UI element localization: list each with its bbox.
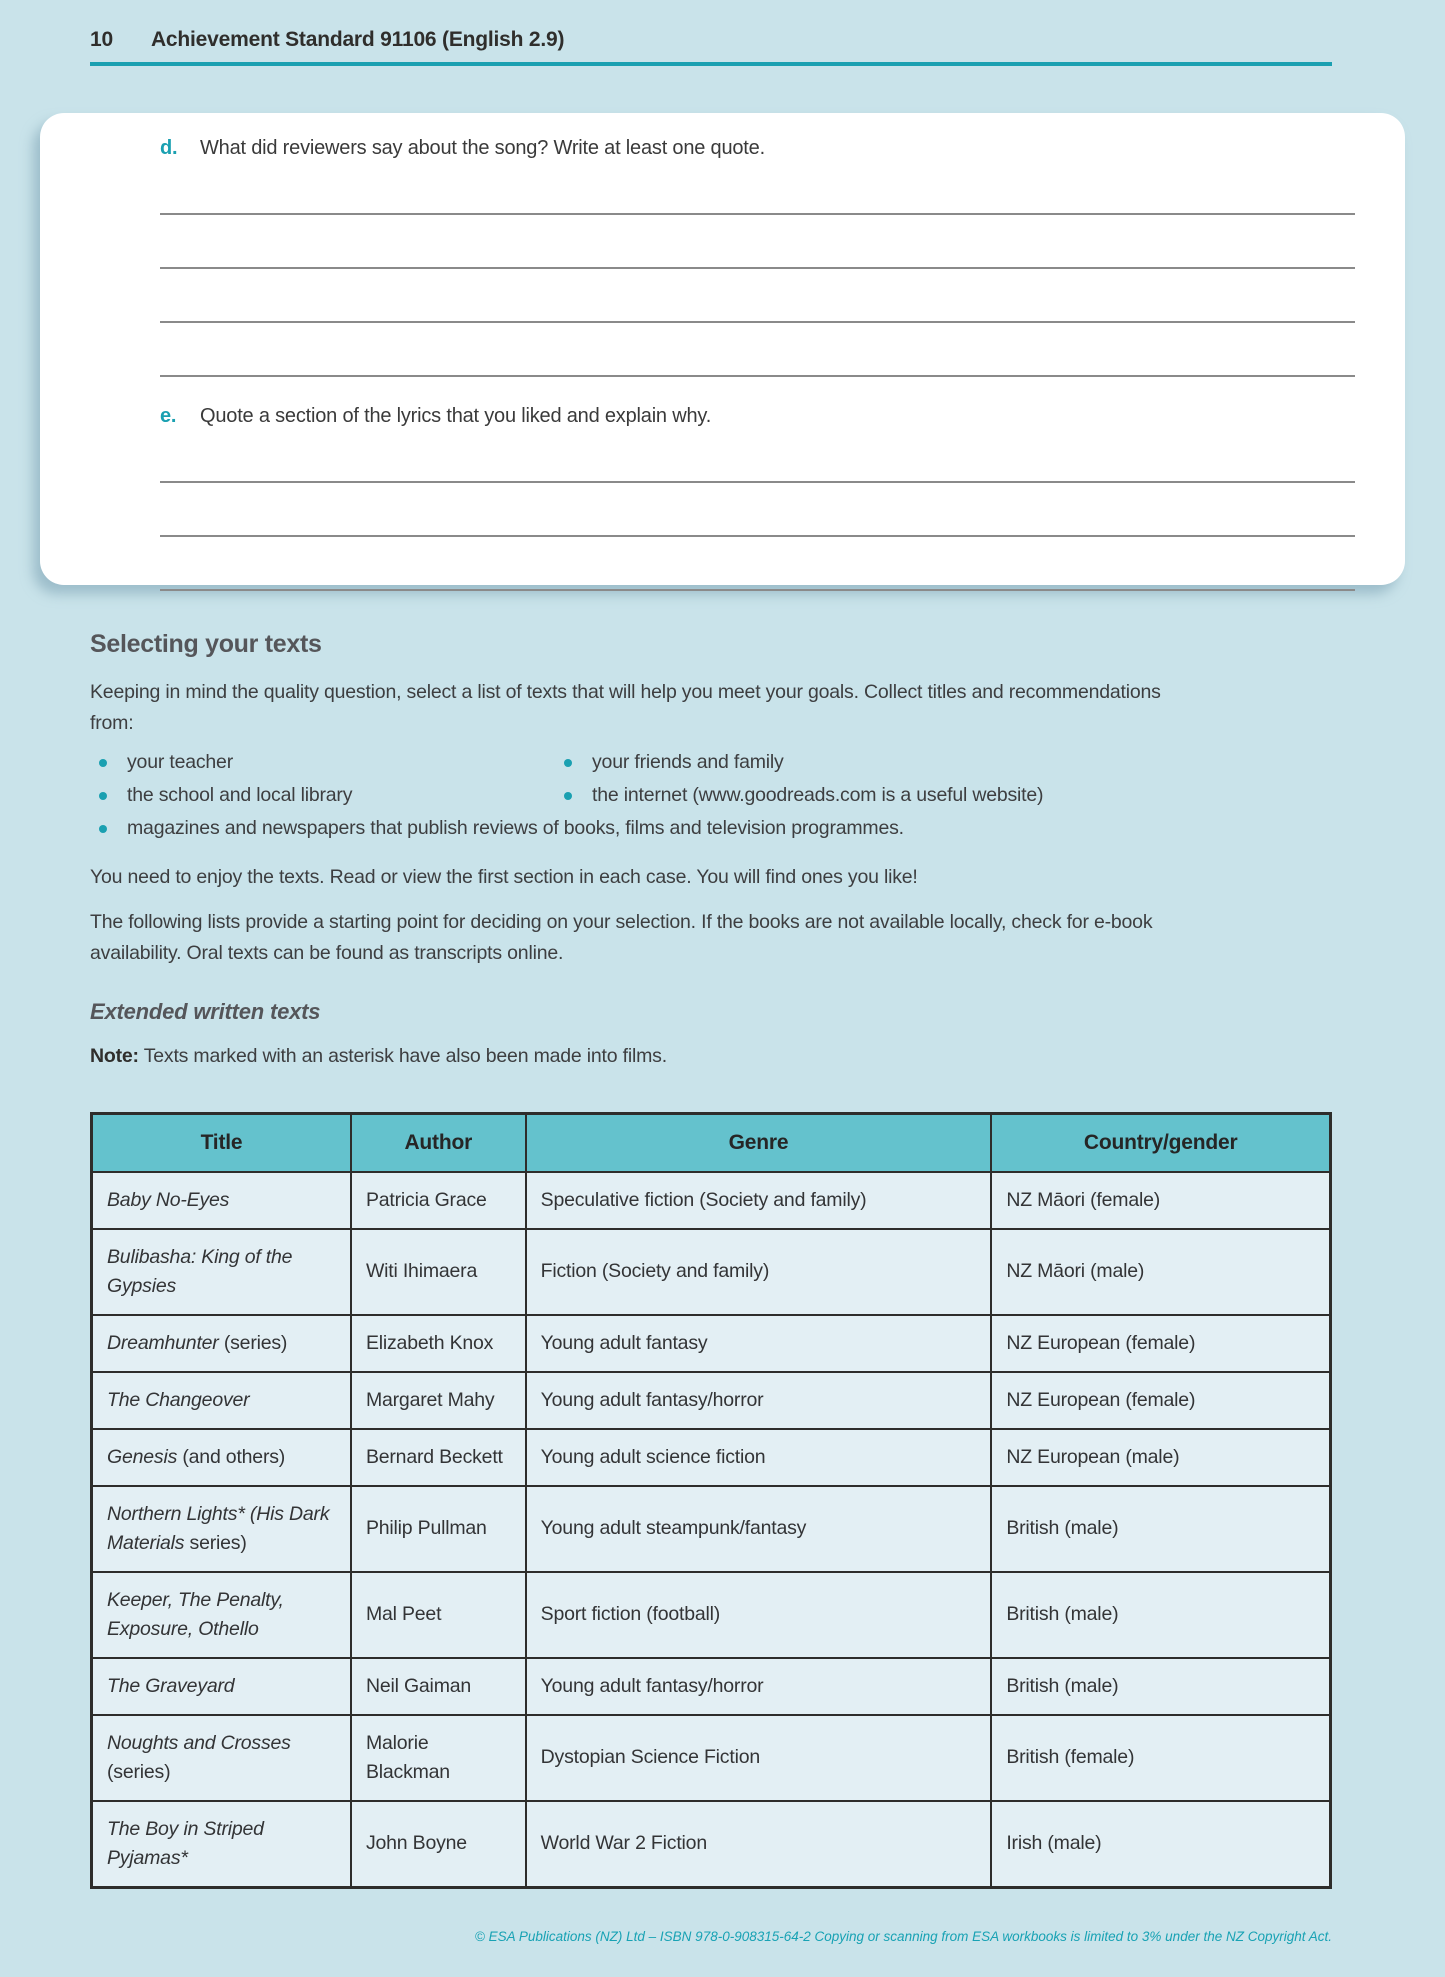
bullet-item bbox=[90, 780, 555, 811]
cell-country: British (male) bbox=[991, 1486, 1330, 1572]
note-line bbox=[90, 1041, 1332, 1072]
table-header-cell: Author bbox=[351, 1114, 526, 1172]
cell-title: Genesis (and others) bbox=[92, 1429, 351, 1486]
bullet-text: magazines and newspapers that publish reviews of books, films and television programmes. bbox=[127, 817, 904, 839]
extended-texts-table bbox=[90, 1112, 1332, 1889]
answer-line[interactable] bbox=[160, 323, 1355, 377]
bullet-text: your friends and family bbox=[592, 751, 784, 773]
cell-author: Margaret Mahy bbox=[351, 1372, 526, 1429]
cell-author: Philip Pullman bbox=[351, 1486, 526, 1572]
table-row bbox=[92, 1372, 1331, 1429]
cell-country: NZ European (female) bbox=[991, 1372, 1330, 1429]
cell-author: Elizabeth Knox bbox=[351, 1315, 526, 1372]
answer-line[interactable] bbox=[160, 537, 1355, 591]
bullet-row bbox=[90, 780, 1332, 811]
answer-line[interactable] bbox=[160, 161, 1355, 215]
question-label: e. bbox=[160, 405, 177, 427]
question-text: Quote a section of the lyrics that you liked and explain why. bbox=[200, 405, 712, 427]
cell-genre: Young adult fantasy bbox=[526, 1315, 992, 1372]
table-row bbox=[92, 1801, 1331, 1888]
cell-title: The Graveyard bbox=[92, 1658, 351, 1715]
bullet-item bbox=[90, 813, 904, 844]
bullet-item bbox=[90, 747, 555, 778]
table-header-cell: Genre bbox=[526, 1114, 992, 1172]
page-header bbox=[90, 28, 564, 52]
main-content bbox=[90, 618, 1332, 1889]
question-row bbox=[160, 403, 1355, 429]
bullet-text: the school and local library bbox=[127, 784, 353, 806]
cell-author: Neil Gaiman bbox=[351, 1658, 526, 1715]
bullet-icon bbox=[564, 792, 572, 800]
enjoy-paragraph: You need to enjoy the texts. Read or view the first section in each case. You will find ones you like! bbox=[90, 866, 918, 888]
question-row bbox=[160, 135, 1355, 161]
question-block bbox=[160, 135, 1355, 377]
cell-country: British (male) bbox=[991, 1658, 1330, 1715]
cell-title: Bulibasha: King of the Gypsies bbox=[92, 1229, 351, 1315]
cell-author: Mal Peet bbox=[351, 1572, 526, 1658]
bullet-icon bbox=[99, 792, 107, 800]
cell-country: British (female) bbox=[991, 1715, 1330, 1801]
table-row bbox=[92, 1429, 1331, 1486]
cell-author: Patricia Grace bbox=[351, 1172, 526, 1229]
cell-author: Bernard Beckett bbox=[351, 1429, 526, 1486]
cell-genre: Young adult fantasy/horror bbox=[526, 1372, 992, 1429]
cell-author: Witi Ihimaera bbox=[351, 1229, 526, 1315]
note-text: Texts marked with an asterisk have also been made into films. bbox=[143, 1045, 667, 1067]
cell-genre: World War 2 Fiction bbox=[526, 1801, 992, 1888]
worksheet-card bbox=[40, 113, 1405, 585]
answer-line[interactable] bbox=[160, 429, 1355, 483]
table-row bbox=[92, 1572, 1331, 1658]
intro-paragraph: Keeping in mind the quality question, select a list of texts that will help you meet your goals. Collect titles and recommendations from: bbox=[90, 681, 1161, 734]
cell-author: John Boyne bbox=[351, 1801, 526, 1888]
table-row bbox=[92, 1658, 1331, 1715]
cell-title: Northern Lights* (His Dark Materials series) bbox=[92, 1486, 351, 1572]
cell-title: Noughts and Crosses (series) bbox=[92, 1715, 351, 1801]
note-label: Note: bbox=[90, 1045, 139, 1067]
cell-country: NZ Māori (female) bbox=[991, 1172, 1330, 1229]
bullet-row bbox=[90, 813, 1332, 844]
cell-genre: Fiction (Society and family) bbox=[526, 1229, 992, 1315]
answer-line[interactable] bbox=[160, 483, 1355, 537]
cell-country: NZ European (male) bbox=[991, 1429, 1330, 1486]
cell-country: British (male) bbox=[991, 1572, 1330, 1658]
cell-genre: Young adult steampunk/fantasy bbox=[526, 1486, 992, 1572]
bullet-icon bbox=[99, 825, 107, 833]
table-row bbox=[92, 1486, 1331, 1572]
bullet-icon bbox=[99, 759, 107, 767]
cell-title: Keeper, The Penalty, Exposure, Othello bbox=[92, 1572, 351, 1658]
page-title: Achievement Standard 91106 (English 2.9) bbox=[150, 28, 565, 51]
table-header-cell: Title bbox=[92, 1114, 351, 1172]
table-header-cell: Country/gender bbox=[991, 1114, 1330, 1172]
section-heading-selecting-your-texts: Selecting your texts bbox=[90, 630, 322, 658]
page-number: 10 bbox=[90, 28, 113, 51]
cell-title: The Changeover bbox=[92, 1372, 351, 1429]
table-row bbox=[92, 1229, 1331, 1315]
answer-line[interactable] bbox=[160, 269, 1355, 323]
subheading-extended-written-texts: Extended written texts bbox=[90, 999, 321, 1024]
table-row bbox=[92, 1315, 1331, 1372]
cell-author: Malorie Blackman bbox=[351, 1715, 526, 1801]
cell-genre: Young adult science fiction bbox=[526, 1429, 992, 1486]
question-block bbox=[160, 403, 1355, 591]
bullet-text: your teacher bbox=[127, 751, 233, 773]
table-row bbox=[92, 1715, 1331, 1801]
bullet-item bbox=[555, 747, 784, 778]
cell-genre: Speculative fiction (Society and family) bbox=[526, 1172, 992, 1229]
cell-genre: Young adult fantasy/horror bbox=[526, 1658, 992, 1715]
bullet-icon bbox=[564, 759, 572, 767]
cell-title: Baby No-Eyes bbox=[92, 1172, 351, 1229]
table-row bbox=[92, 1172, 1331, 1229]
answer-line[interactable] bbox=[160, 215, 1355, 269]
bullet-row bbox=[90, 747, 1332, 778]
following-lists-paragraph: The following lists provide a starting point for deciding on your selection. If the books are not available locally, check for e-book availability. Oral texts can be found as transcripts online. bbox=[90, 911, 1153, 964]
bullet-list bbox=[90, 747, 1332, 844]
cell-title: Dreamhunter (series) bbox=[92, 1315, 351, 1372]
header-rule bbox=[90, 62, 1332, 66]
cell-country: NZ Māori (male) bbox=[991, 1229, 1330, 1315]
table-header-row bbox=[92, 1114, 1331, 1172]
bullet-text: the internet (www.goodreads.com is a useful website) bbox=[592, 784, 1044, 806]
cell-country: NZ European (female) bbox=[991, 1315, 1330, 1372]
cell-country: Irish (male) bbox=[991, 1801, 1330, 1888]
cell-genre: Dystopian Science Fiction bbox=[526, 1715, 992, 1801]
cell-genre: Sport fiction (football) bbox=[526, 1572, 992, 1658]
bullet-item bbox=[555, 780, 1043, 811]
cell-title: The Boy in Striped Pyjamas* bbox=[92, 1801, 351, 1888]
copyright-footer: © ESA Publications (NZ) Ltd – ISBN 978-0-908315-64-2 Copying or scanning from ESA workbooks is limited to 3% under the NZ Copyright Act. bbox=[474, 1929, 1332, 1944]
question-text: What did reviewers say about the song? Write at least one quote. bbox=[200, 137, 765, 159]
question-label: d. bbox=[160, 137, 178, 159]
